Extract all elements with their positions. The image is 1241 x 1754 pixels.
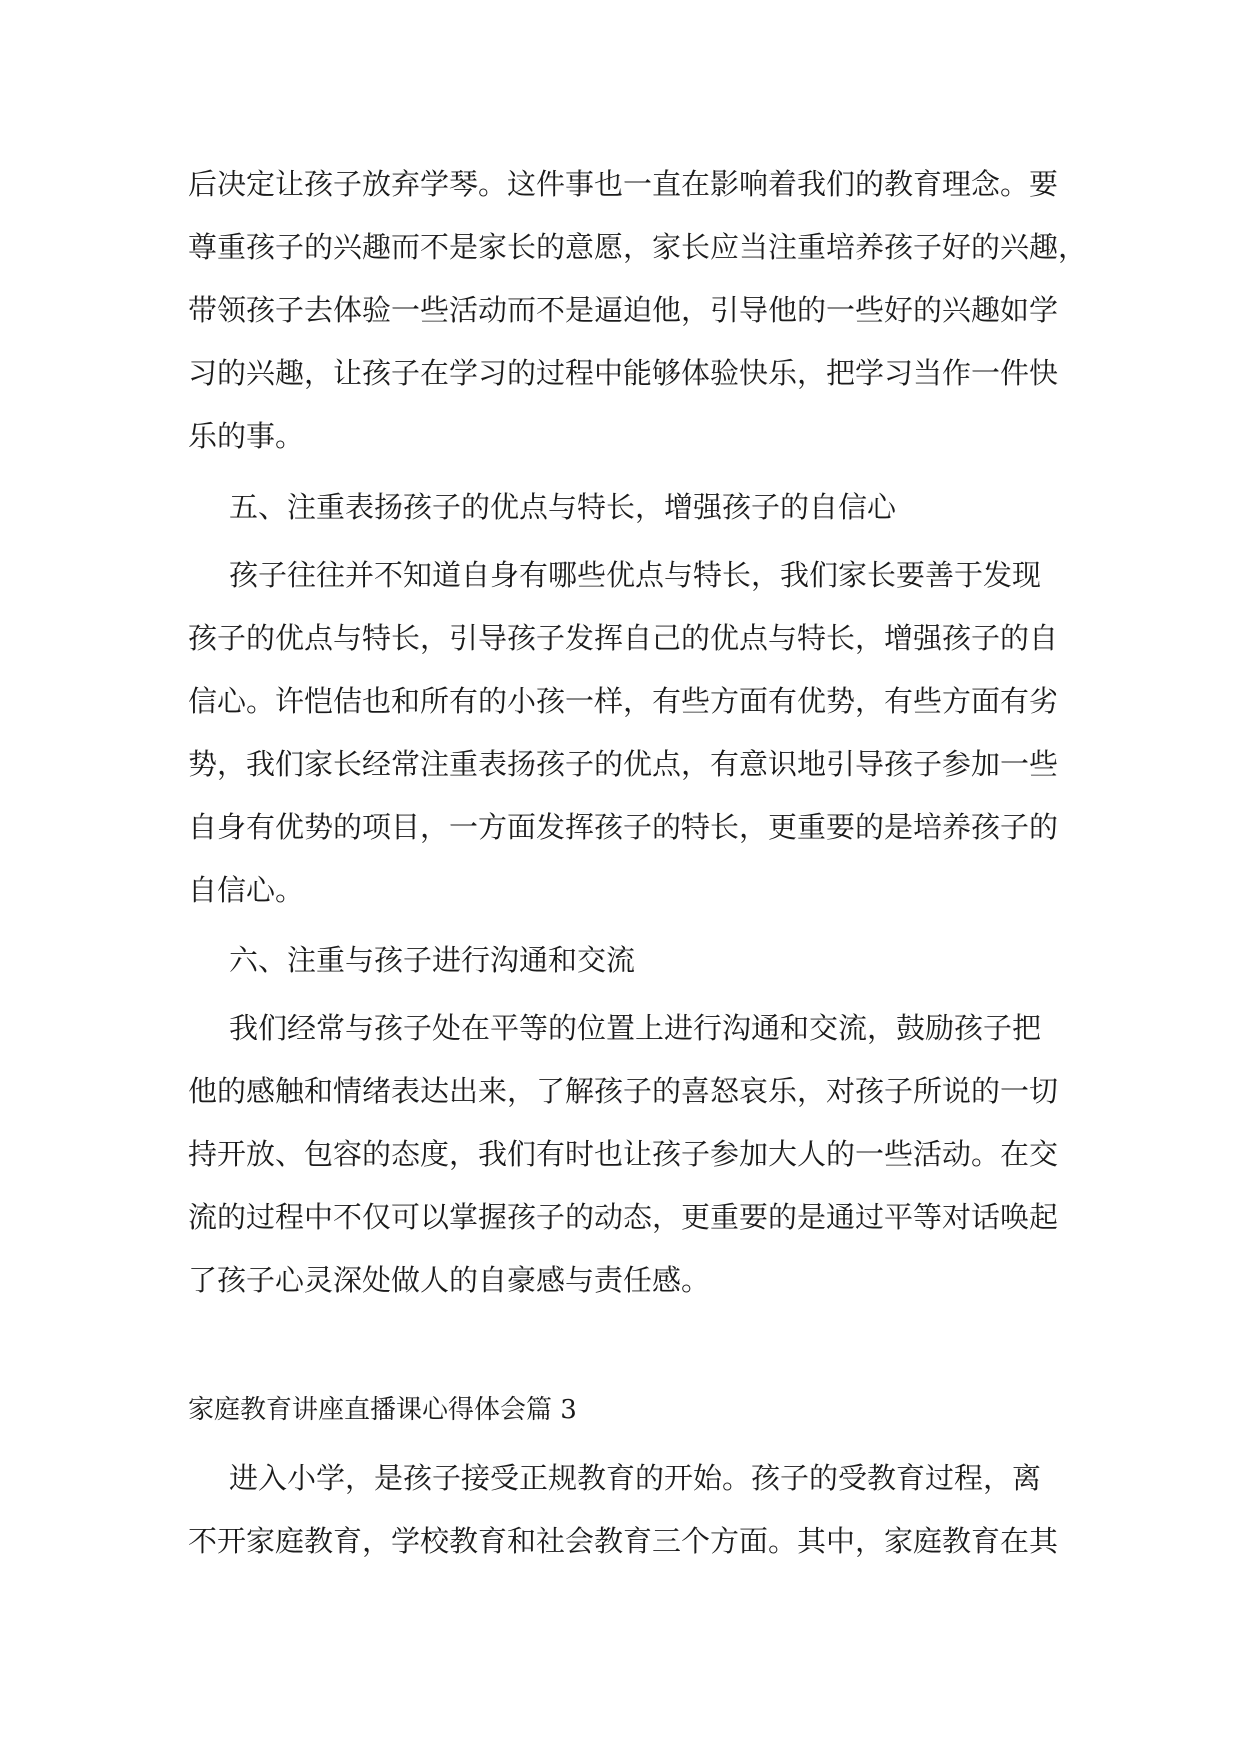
paragraph-line: 孩子的优点与特长，引导孩子发挥自己的优点与特长，增强孩子的自 [188,621,1059,655]
paragraph-line: 后决定让孩子放弃学琴。这件事也一直在影响着我们的教育理念。要 [188,167,1059,201]
paragraph-line: 进入小学，是孩子接受正规教育的开始。孩子的受教育过程，离 [229,1461,1042,1495]
paragraph-line: 信心。许恺佶也和所有的小孩一样，有些方面有优势，有些方面有劣 [188,684,1059,718]
paragraph-line: 了孩子心灵深处做人的自豪感与责任感。 [188,1263,711,1297]
paragraph-line: 他的感触和情绪表达出来，了解孩子的喜怒哀乐，对孩子所说的一切 [188,1074,1059,1108]
article-title: 家庭教育讲座直播课心得体会篇 3 [188,1395,577,1425]
paragraph-line: 我们经常与孩子处在平等的位置上进行沟通和交流，鼓励孩子把 [229,1011,1042,1045]
paragraph-line: 自身有优势的项目，一方面发挥孩子的特长，更重要的是培养孩子的 [188,810,1059,844]
paragraph-line: 习的兴趣，让孩子在学习的过程中能够体验快乐，把学习当作一件快 [188,356,1059,390]
paragraph-line: 尊重孩子的兴趣而不是家长的意愿，家长应当注重培养孩子好的兴趣， [188,230,1088,264]
paragraph-line: 带领孩子去体验一些活动而不是逼迫他，引导他的一些好的兴趣如学 [188,293,1059,327]
section-heading: 六、注重与孩子进行沟通和交流 [229,943,636,977]
section-heading: 五、注重表扬孩子的优点与特长，增强孩子的自信心 [229,490,897,524]
paragraph-line: 孩子往往并不知道自身有哪些优点与特长，我们家长要善于发现 [229,558,1042,592]
paragraph-line: 持开放、包容的态度，我们有时也让孩子参加大人的一些活动。在交 [188,1137,1059,1171]
paragraph-line: 势，我们家长经常注重表扬孩子的优点，有意识地引导孩子参加一些 [188,747,1059,781]
paragraph-line: 流的过程中不仅可以掌握孩子的动态，更重要的是通过平等对话唤起 [188,1200,1059,1234]
paragraph-line: 不开家庭教育，学校教育和社会教育三个方面。其中，家庭教育在其 [188,1524,1059,1558]
paragraph-line: 乐的事。 [188,419,305,453]
paragraph-line: 自信心。 [188,873,305,907]
